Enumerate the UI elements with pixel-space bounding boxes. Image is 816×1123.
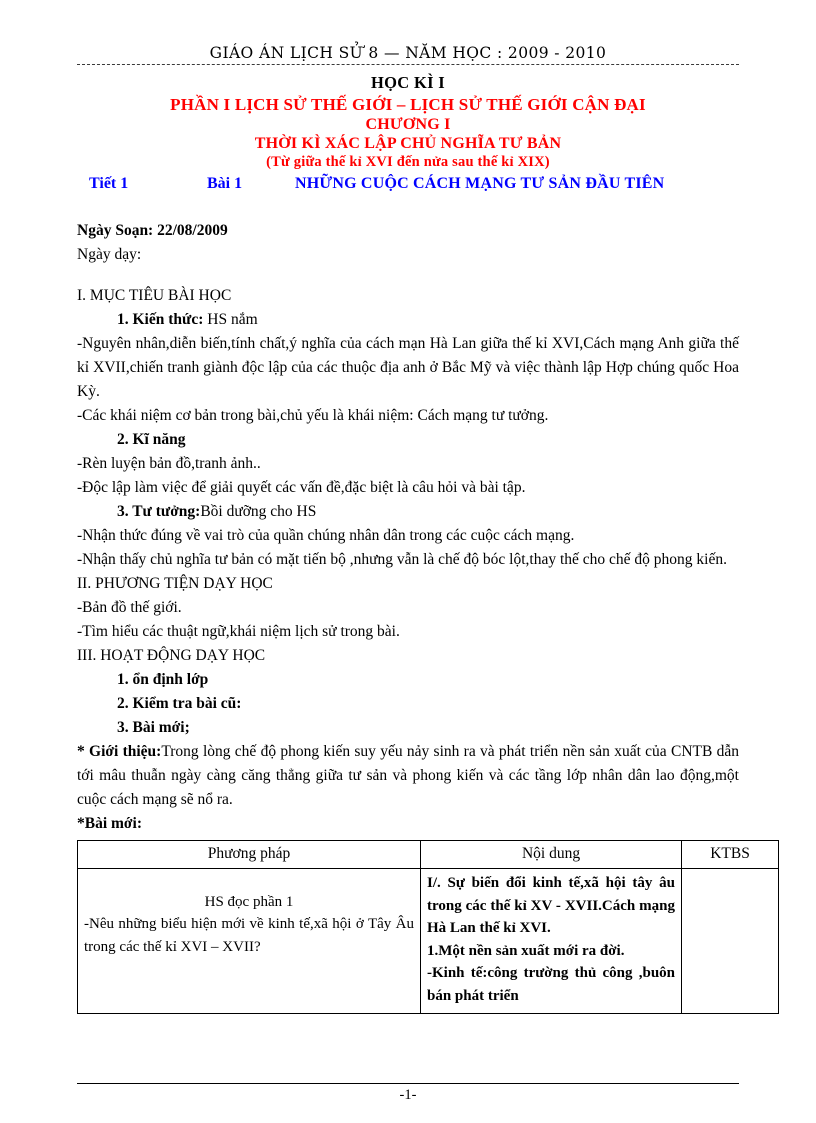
section-1-1-label: 1. Kiến thức:: [117, 311, 204, 329]
section-3-item-1: 1. ổn định lớp: [117, 671, 209, 689]
lesson-label: Bài 1: [207, 175, 243, 192]
section-1-3-rest: Bồi dưỡng cho HS: [200, 503, 317, 521]
section-1-3-para-2: -Nhận thấy chủ nghĩa tư bản có mặt tiến bộ ,nhưng vẫn là chế độ bóc lột,thay thế cho chế độ phong kiến.: [77, 551, 727, 569]
table-row: [78, 869, 779, 1014]
section-2-heading: II. PHƯƠNG TIỆN DẠY HỌC: [77, 575, 273, 593]
section-1-1-para-1: -Nguyên nhân,diễn biến,tính chất,ý nghĩa của cách mạn Hà Lan giữa thế kỉ XVI,Cách mạng Anh giữa thế kỉ XVII,chiến tranh giành độc lập của các thuộc địa anh ở Bắc Mỹ và việc thành lập Hợp chúng quốc Hoa Kỳ.: [77, 335, 739, 401]
content-line-1: I/. Sự biến đổi kinh tế,xã hội tây âu trong các thế kỉ XV - XVII.Cách mạng Hà Lan thế kỉ XVI.: [427, 875, 675, 937]
new-lesson-label: *Bài mới:: [77, 815, 142, 833]
section-3-item-3: 3. Bài mới;: [117, 719, 190, 737]
section-1-1-para-2: -Các khái niệm cơ bản trong bài,chủ yếu là khái niệm: Cách mạng tư tưởng.: [77, 407, 549, 425]
section-1-2-heading: 2. Kĩ năng: [117, 431, 186, 449]
section-3-heading: III. HOẠT ĐỘNG DẠY HỌC: [77, 647, 266, 665]
column-header-ktbs: KTBS: [682, 841, 779, 869]
lesson-heading-line: [77, 175, 739, 193]
page-number: -1-: [399, 1087, 417, 1103]
period-label: Tiết 1: [89, 175, 129, 192]
method-activity: HS đọc phần 1: [204, 894, 294, 911]
page-content: [77, 44, 750, 1014]
intro-paragraph: [77, 740, 739, 812]
chapter-title: THỜI KÌ XÁC LẬP CHỦ NGHĨA TƯ BẢN: [254, 135, 562, 152]
section-3-item-2: 2. Kiểm tra bài cũ:: [117, 695, 242, 713]
lesson-plan-table: [77, 840, 779, 1014]
date-written: Ngày Soạn: 22/08/2009: [77, 222, 228, 239]
lesson-title: NHỮNG CUỘC CÁCH MẠNG TƯ SẢN ĐẦU TIÊN: [295, 175, 665, 192]
footer-divider: [77, 1083, 739, 1084]
content-line-2: 1.Một nền sản xuất mới ra đời.: [427, 942, 625, 959]
cell-ktbs: [682, 869, 779, 1014]
section-1-3-label: 3. Tư tưởng:: [117, 503, 201, 521]
table-header-row: [78, 841, 779, 869]
section-1-3-heading: [77, 500, 739, 524]
body-text: [77, 219, 739, 836]
running-head: GIÁO ÁN LỊCH SỬ 8 — NĂM HỌC : 2009 - 2010: [209, 44, 607, 62]
section-1-2-para-1: -Rèn luyện bản đồ,tranh ảnh..: [77, 455, 261, 473]
chapter-subtitle: (Từ giữa thế kỉ XVI đến nửa sau thế kỉ XIX): [266, 154, 550, 170]
section-1-3-para-1: -Nhận thức đúng về vai trò của quần chúng nhân dân trong các cuộc cách mạng.: [77, 527, 575, 545]
section-1-1-rest: HS nắm: [203, 311, 258, 329]
header-divider: [77, 64, 739, 65]
column-header-content: Nội dung: [421, 841, 682, 869]
section-1-heading: I. MỤC TIÊU BÀI HỌC: [77, 287, 232, 305]
column-header-method: Phương pháp: [78, 841, 421, 869]
section-1-2-para-2: -Độc lập làm việc để giải quyết các vấn đề,đặc biệt là câu hỏi và bài tập.: [77, 479, 526, 497]
term-heading: HỌC KÌ I: [371, 73, 445, 92]
content-line-3: -Kinh tế:công trường thủ công ,buôn bán phát triển: [427, 965, 675, 1004]
section-2-para-1: -Bản đồ thế giới.: [77, 599, 182, 617]
section-2-para-2: -Tìm hiểu các thuật ngữ,khái niệm lịch sử trong bài.: [77, 623, 400, 641]
intro-text: Trong lòng chế độ phong kiến suy yếu nảy sinh ra và phát triển nền sản xuất của CNTB dẫn tới mâu thuẫn ngày càng căng thẳng giữa tư sản và phong kiến và các tầng lớp nhân dân lao động,một cuộc cách mạng sẽ nổ ra.: [77, 743, 739, 809]
cell-method: [78, 869, 421, 1014]
cell-content: [421, 869, 682, 1014]
spacer: [77, 267, 739, 284]
section-1-1-heading: [77, 308, 739, 332]
date-taught: Ngày dạy:: [77, 246, 142, 264]
title-block: [77, 73, 739, 171]
intro-label: * Giới thiệu:: [77, 743, 162, 761]
page-footer: [77, 1083, 739, 1104]
chapter-heading: CHƯƠNG I: [365, 116, 451, 133]
part-heading: PHẦN I LỊCH SỬ THẾ GIỚI – LỊCH SỬ THẾ GIỚI CẬN ĐẠI: [170, 95, 646, 114]
method-question: -Nêu những biểu hiện mới về kinh tế,xã hội ở Tây Âu trong các thế kỉ XVI – XVII?: [84, 916, 414, 955]
